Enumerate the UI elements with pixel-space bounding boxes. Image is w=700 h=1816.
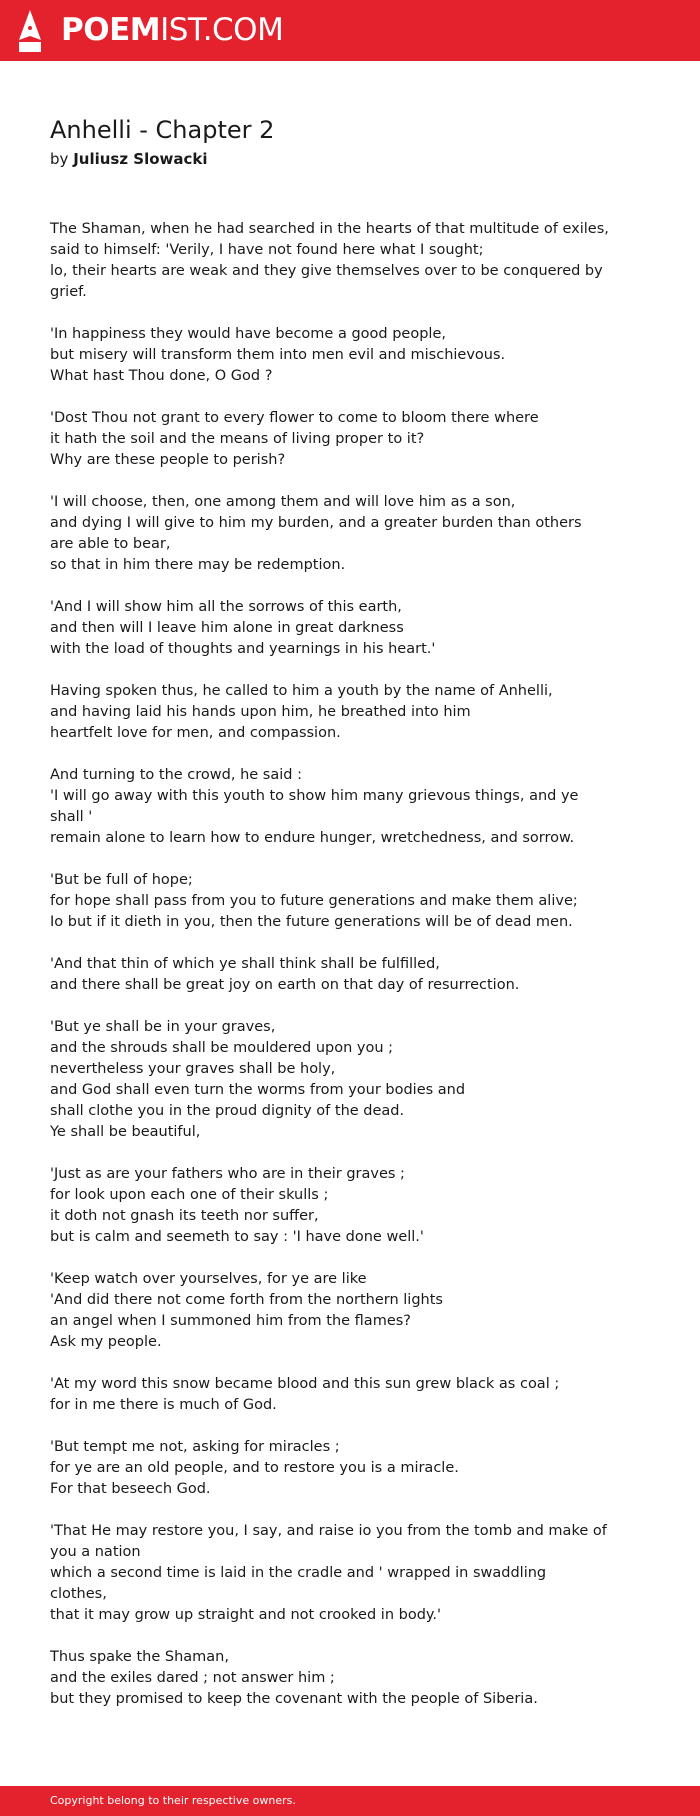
poem-line: 'And that thin of which ye shall think shall be fulfilled, xyxy=(50,956,440,972)
poem-line: and having laid his hands upon him, he breathed into him xyxy=(50,704,471,720)
byline xyxy=(50,148,208,170)
poem-line: What hast Thou done, O God ? xyxy=(50,368,273,384)
poem-line: shall clothe you in the proud dignity of the dead. xyxy=(50,1103,405,1119)
poem-line: 'Just as are your fathers who are in their graves ; xyxy=(50,1166,405,1182)
poem-stanza xyxy=(50,954,650,996)
poem-line: for ye are an old people, and to restore you is a miracle. xyxy=(50,1460,459,1476)
poem-line: and the exiles dared ; not answer him ; xyxy=(50,1670,335,1686)
poem-line: Ask my people. xyxy=(50,1334,162,1350)
poem-line: shall ' xyxy=(50,809,93,825)
poem-line: for in me there is much of God. xyxy=(50,1397,277,1413)
poem-line: that it may grow up straight and not crooked in body.' xyxy=(50,1607,442,1623)
poem-line: and then will I leave him alone in great darkness xyxy=(50,620,404,636)
poem-line: and there shall be great joy on earth on that day of resurrection. xyxy=(50,977,520,993)
poem-title: Anhelli - Chapter 2 xyxy=(50,116,275,144)
poem-line: Ye shall be beautiful, xyxy=(50,1124,201,1140)
site-footer xyxy=(0,1786,700,1816)
poem-line: For that beseech God. xyxy=(50,1481,211,1497)
poem-line: but they promised to keep the covenant with the people of Siberia. xyxy=(50,1691,538,1707)
poem-stanza xyxy=(50,492,650,576)
poem-line: you a nation xyxy=(50,1544,141,1560)
poem-line: 'But tempt me not, asking for miracles ; xyxy=(50,1439,340,1455)
poem-line: but misery will transform them into men evil and mischievous. xyxy=(50,347,506,363)
site-logo[interactable] xyxy=(61,11,283,49)
poem-line: which a second time is laid in the cradle and ' wrapped in swaddling xyxy=(50,1565,547,1581)
poem-stanza xyxy=(50,1437,650,1500)
poem-line: are able to bear, xyxy=(50,536,171,552)
site-header xyxy=(0,0,700,61)
author-name: Juliusz Slowacki xyxy=(73,150,208,168)
poem-stanza xyxy=(50,219,650,303)
logo-brand-light: IST.COM xyxy=(160,12,284,48)
poem-line: Io but if it dieth in you, then the future generations will be of dead men. xyxy=(50,914,573,930)
poem-line: remain alone to learn how to endure hunger, wretchedness, and sorrow. xyxy=(50,830,575,846)
poem-line: clothes, xyxy=(50,1586,107,1602)
poem-line: 'I will go away with this youth to show him many grievous things, and ye xyxy=(50,788,579,804)
poem-line: 'And I will show him all the sorrows of this earth, xyxy=(50,599,402,615)
poem-line: with the load of thoughts and yearnings in his heart.' xyxy=(50,641,436,657)
fountain-pen-nib-icon[interactable] xyxy=(17,10,43,52)
poem-line: for hope shall pass from you to future generations and make them alive; xyxy=(50,893,578,909)
poem-line: and God shall even turn the worms from your bodies and xyxy=(50,1082,466,1098)
poem-stanza xyxy=(50,1647,650,1710)
poem-stanza xyxy=(50,1017,650,1143)
poem-stanza xyxy=(50,870,650,933)
poem-line: lo, their hearts are weak and they give themselves over to be conquered by xyxy=(50,263,603,279)
poem-stanza xyxy=(50,681,650,744)
poem-line: The Shaman, when he had searched in the hearts of that multitude of exiles, xyxy=(50,221,609,237)
byline-prefix: by xyxy=(50,150,69,168)
poem-stanza xyxy=(50,597,650,660)
poem-line: 'I will choose, then, one among them and will love him as a son, xyxy=(50,494,516,510)
poem-line: Having spoken thus, he called to him a youth by the name of Anhelli, xyxy=(50,683,553,699)
poem-stanza xyxy=(50,1269,650,1353)
poem-line: it doth not gnash its teeth nor suffer, xyxy=(50,1208,319,1224)
poem-line: heartfelt love for men, and compassion. xyxy=(50,725,341,741)
poem-line: 'That He may restore you, I say, and raise io you from the tomb and make of xyxy=(50,1523,607,1539)
poem-line: an angel when I summoned him from the flames? xyxy=(50,1313,411,1329)
logo-brand-bold: POEM xyxy=(61,12,161,48)
poem-stanza xyxy=(50,1374,650,1416)
poem-line: 'At my word this snow became blood and this sun grew black as coal ; xyxy=(50,1376,560,1392)
poem-stanza xyxy=(50,765,650,849)
poem-line: 'Keep watch over yourselves, for ye are like xyxy=(50,1271,367,1287)
poem-line: Thus spake the Shaman, xyxy=(50,1649,229,1665)
poem-line: and dying I will give to him my burden, and a greater burden than others xyxy=(50,515,582,531)
poem-line: And turning to the crowd, he said : xyxy=(50,767,302,783)
poem-line: Why are these people to perish? xyxy=(50,452,286,468)
poem-line: 'But be full of hope; xyxy=(50,872,193,888)
poem-stanza xyxy=(50,324,650,387)
poem-body xyxy=(50,219,650,1731)
poem-line: and the shrouds shall be mouldered upon you ; xyxy=(50,1040,394,1056)
poem-line: nevertheless your graves shall be holy, xyxy=(50,1061,336,1077)
poem-line: said to himself: 'Verily, I have not found here what I sought; xyxy=(50,242,484,258)
poem-stanza xyxy=(50,1164,650,1248)
poem-line: 'In happiness they would have become a good people, xyxy=(50,326,446,342)
poem-line: it hath the soil and the means of living proper to it? xyxy=(50,431,425,447)
poem-line: 'But ye shall be in your graves, xyxy=(50,1019,276,1035)
poem-line: but is calm and seemeth to say : 'I have done well.' xyxy=(50,1229,424,1245)
copyright-text: Copyright belong to their respective owners. xyxy=(50,1794,296,1807)
poem-stanza xyxy=(50,1521,650,1626)
poem-line: for look upon each one of their skulls ; xyxy=(50,1187,329,1203)
poem-stanza xyxy=(50,408,650,471)
poem-line: 'And did there not come forth from the northern lights xyxy=(50,1292,443,1308)
poem-line: 'Dost Thou not grant to every flower to come to bloom there where xyxy=(50,410,539,426)
poem-line: so that in him there may be redemption. xyxy=(50,557,346,573)
poem-line: grief. xyxy=(50,284,87,300)
